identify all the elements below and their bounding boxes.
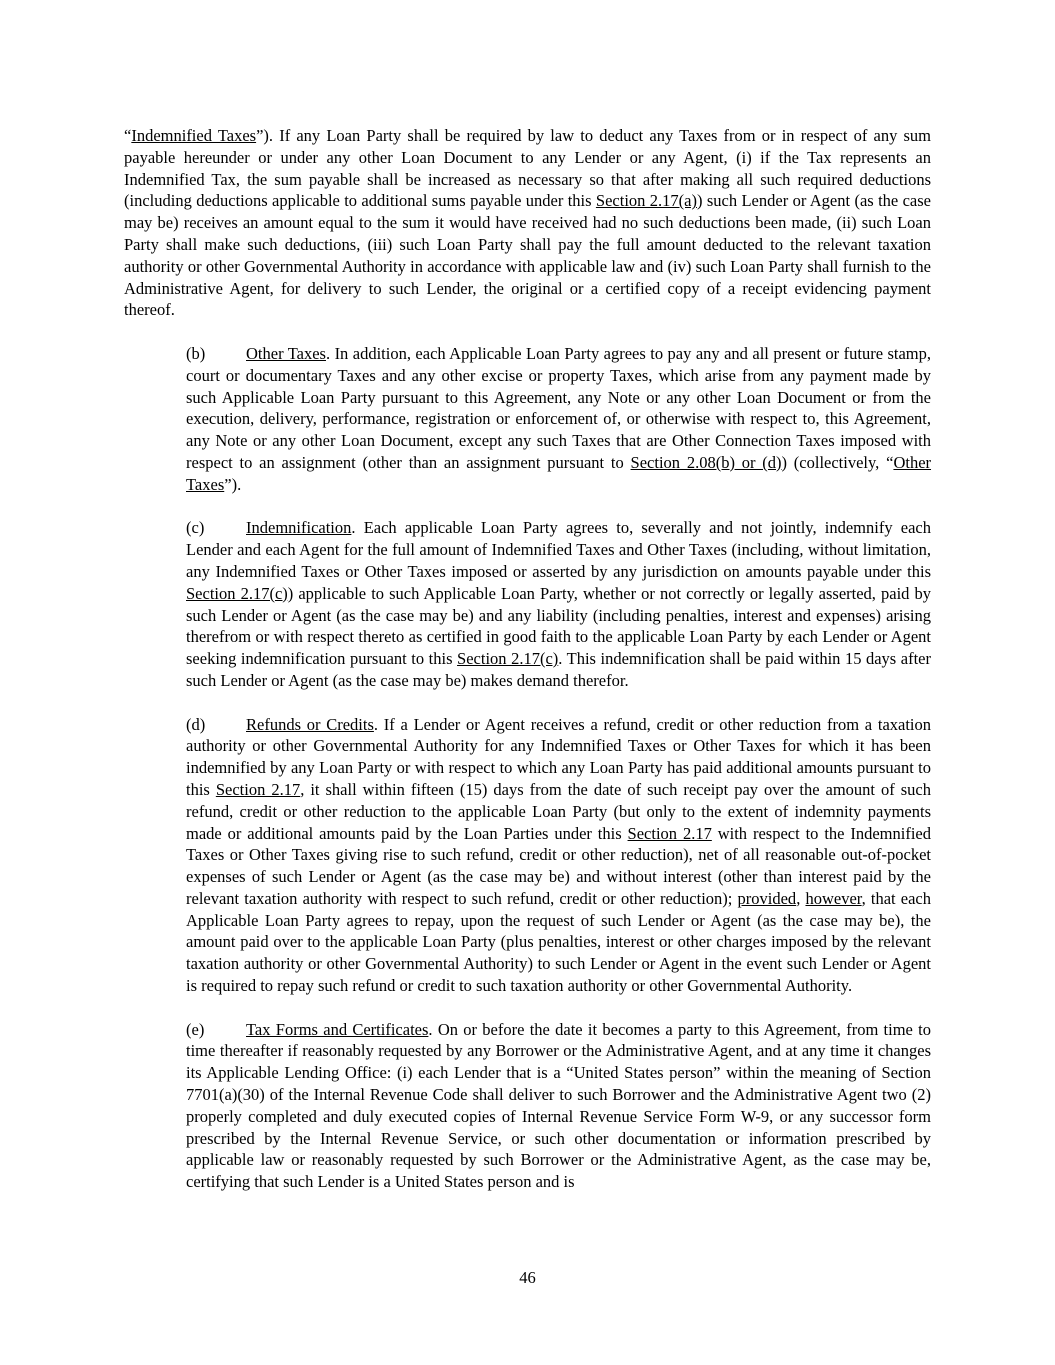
section-heading: Other Taxes: [246, 343, 326, 363]
text-run: . This indemnification shall be paid within 15 days after such Lender or Agent (as the case may be) makes demand therefor.: [186, 649, 931, 690]
paragraph-a-cont: [124, 125, 931, 321]
paragraph-b: [124, 343, 931, 496]
text-run: ) (collectively, “: [781, 452, 894, 472]
section-heading: Indemnification: [246, 518, 352, 538]
section-label: (c): [186, 518, 205, 538]
cross-reference: however: [805, 888, 862, 908]
text-run: ) such Lender or Agent (as the case may be) receives an amount equal to the sum it would have received had no such deductions been made, (ii) such Loan Party shall make such deductions, (iii) such Loan Party shall pay the full amount deducted to the relevant taxation authority or other Governmental Authority in accordance with applicable law and (iv) such Loan Party shall furnish to the Administrative Agent, for delivery to such Lender, the original or a certified copy of a receipt evidencing payment thereof.: [124, 191, 932, 320]
paragraph-e: [124, 1019, 931, 1193]
cross-reference: Section 2.17: [215, 779, 301, 799]
section-label: (b): [186, 343, 206, 363]
text-run: “: [124, 126, 132, 145]
text-run: . If a Lender or Agent receives a refund, credit or other reduction from a taxation authority or other Governmental Authority for any Indemnified Taxes or Other Taxes for which it has been indemnified by any Loan Party or with respect to which any Loan Party has paid additional amounts pursuant to this: [186, 714, 932, 799]
paragraph-c: [124, 517, 931, 691]
section-label: (d): [186, 714, 206, 734]
text-run: , it shall within fifteen (15) days from the date of such receipt pay over the amount of such refund, credit or other reduction to the applicable Loan Party (but only to the extent of indemnity payments made or additional amounts paid by the Loan Parties under this: [186, 779, 931, 843]
section-heading: Refunds or Credits: [246, 714, 374, 734]
section-label: (e): [186, 1019, 205, 1039]
document-body: [124, 125, 931, 1193]
paragraph-d: [124, 714, 931, 997]
text-run: ,: [796, 888, 806, 908]
text-run: ”). If any Loan Party shall be required by law to deduct any Taxes from or in respect of any sum payable hereunder or under any other Loan Document to any Lender or any Agent, (i) if the Tax represents an Indemnified Tax, the sum payable shall be increased as necessary so that after making all such required deductions (including deductions applicable to additional sums payable under this: [124, 126, 931, 211]
text-run: . On or before the date it becomes a party to this Agreement, from time to time thereafter if reasonably requested by any Borrower or the Administrative Agent, and at any time it changes its Applicable Lending Office: (i) each Lender that is a “United States person” within the meaning of Section 7701(a)(30) of the Internal Revenue Code shall deliver to such Borrower and the Administrative Agent two (2) properly completed and duly executed copies of Internal Revenue Service Form W-9, or any successor form prescribed by the Internal Revenue Service, or such other documentation or information prescribed by applicable law or reasonably requested by such Borrower or the Administrative Agent, as the case may be, certifying that such Lender is a United States person and is: [186, 1019, 932, 1192]
cross-reference: provided: [737, 888, 797, 908]
cross-reference: Section 2.17(a): [595, 191, 697, 211]
cross-reference: Section 2.17(c): [457, 649, 559, 669]
page-number: 46: [519, 1268, 536, 1287]
text-run: ”).: [224, 474, 242, 494]
cross-reference: Indemnified Taxes: [131, 126, 257, 145]
cross-reference: Section 2.17: [627, 823, 712, 843]
text-run: , that each Applicable Loan Party agrees to repay, upon the request of such Lender or Agent (as the case may be), the amount paid over to the applicable Loan Party (plus penalties, interest or other charges imposed by the relevant taxation authority or other Governmental Authority) to such Lender or Agent in the event such Lender or Agent is required to repay such refund or credit to such taxation authority or other Governmental Authority.: [186, 888, 932, 996]
text-run: with respect to the Indemnified Taxes or Other Taxes giving rise to such refund, credit or other reduction), net of all reasonable out-of-pocket expenses of such Lender or Agent (as the case may be) and without interest (other than interest paid by the relevant taxation authority with respect to such refund, credit or other reduction);: [186, 823, 932, 908]
cross-reference: Section 2.17(c): [186, 583, 288, 603]
text-run: . Each applicable Loan Party agrees to, severally and not jointly, indemnify each Lender and each Agent for the full amount of Indemnified Taxes and Other Taxes (including, without limitation, any Indemnified Taxes or Other Taxes imposed or asserted by any jurisdiction on amounts payable under this: [186, 518, 931, 581]
cross-reference: Other Taxes: [186, 452, 932, 494]
text-run: ) applicable to such Applicable Loan Party, whether or not correctly or legally asserted, paid by such Lender or Agent (as the case may be) and any liability (including penalties, interest and expenses) arising therefrom or with respect thereto as certified in good faith to the applicable Loan Party by each Lender or Agent seeking indemnification pursuant to this: [186, 583, 931, 669]
text-run: . In addition, each Applicable Loan Party agrees to pay any and all present or future stamp, court or documentary Taxes and any other excise or property Taxes, which arise from any payment made by such Applicable Loan Party pursuant to this Agreement, any Note or any other Loan Document or from the execution, delivery, performance, registration or enforcement of, or otherwise with respect to, this Agreement, any Note or any other Loan Document, except any such Taxes that are Other Connection Taxes imposed with respect to an assignment (other than an assignment pursuant to: [186, 343, 932, 472]
cross-reference: Section 2.08(b) or (d): [630, 452, 782, 472]
section-heading: Tax Forms and Certificates: [246, 1019, 429, 1039]
